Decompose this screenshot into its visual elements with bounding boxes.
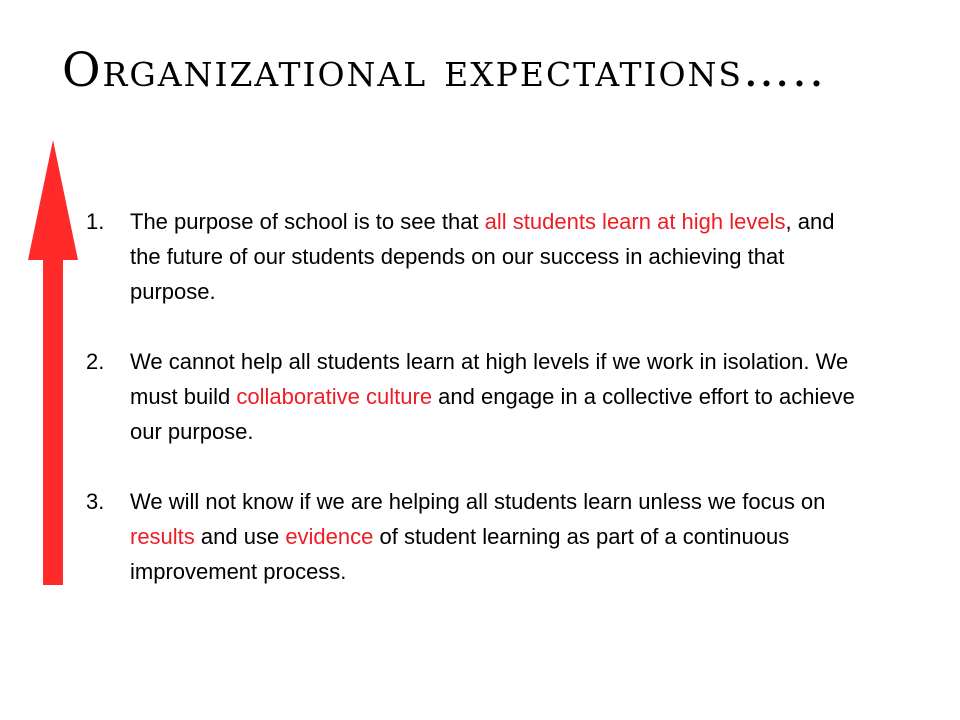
list-item (86, 204, 866, 309)
highlighted-phrase: results (130, 524, 195, 549)
list-item-text: We will not know if we are helping all students learn unless we focus on (130, 489, 826, 514)
list-item-text: of student learning as part of a continuous improvement process. (130, 524, 790, 584)
list-item-text: and use (194, 524, 286, 549)
highlighted-phrase: all students learn at high levels (484, 209, 786, 234)
list-item (86, 344, 866, 449)
list-item (86, 484, 866, 589)
list-item-text: , and the future of our students depends on our success in achieving that purpose. (130, 209, 835, 304)
list-item-number: 1. (86, 209, 105, 234)
expectations-list (86, 204, 866, 624)
list-item-text: and engage in a collective effort to achieve our purpose. (130, 384, 855, 444)
upward-arrow-icon (28, 140, 78, 585)
list-item-number: 2. (86, 349, 105, 374)
slide-title: Organizational expectations….. (62, 43, 826, 98)
list-item-text: The purpose of school is to see that (130, 209, 485, 234)
list-item-number: 3. (86, 489, 105, 514)
list-item-text: We cannot help all students learn at high levels if we work in isolation. We must build (130, 349, 849, 409)
highlighted-phrase: evidence (285, 524, 374, 549)
highlighted-phrase: collaborative culture (236, 384, 433, 409)
upward-arrow-shape (28, 140, 78, 585)
